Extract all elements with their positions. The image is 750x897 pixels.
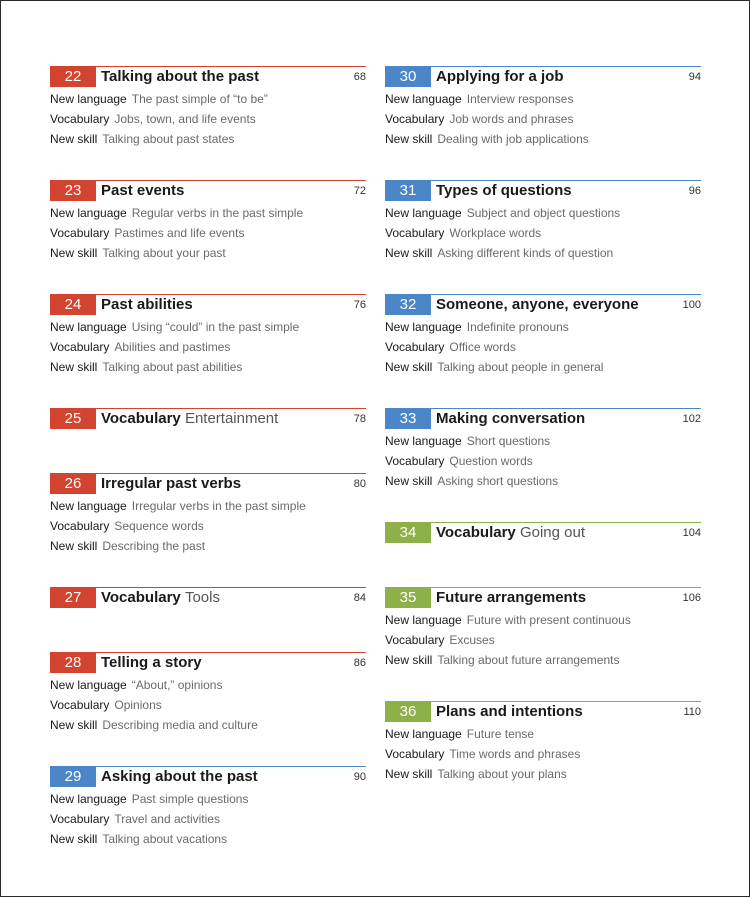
row-label: New skill	[385, 653, 433, 667]
new-language-row	[385, 89, 701, 109]
unit-title: Making conversation	[436, 410, 586, 427]
unit-subtitle: Entertainment	[184, 410, 279, 427]
entry-header	[50, 180, 366, 203]
row-label: New skill	[50, 718, 98, 732]
row-value: Short questions	[466, 434, 551, 448]
row-value: Past simple questions	[131, 792, 249, 806]
vocabulary-row	[50, 109, 366, 129]
page-number: 110	[683, 706, 701, 718]
unit-number: 26	[50, 474, 96, 494]
vocabulary-row	[50, 516, 366, 536]
entry-header	[385, 522, 701, 545]
page-number: 76	[353, 299, 366, 311]
vocabulary-row	[50, 809, 366, 829]
toc-entry[interactable]	[385, 408, 701, 491]
unit-number: 22	[50, 67, 96, 87]
unit-number: 35	[385, 588, 431, 608]
page-number: 106	[682, 592, 701, 604]
entry-header	[385, 701, 701, 724]
row-label: New language	[385, 434, 462, 448]
row-value: Travel and activities	[114, 812, 220, 826]
row-label: New language	[385, 727, 462, 741]
row-value: Describing the past	[102, 539, 206, 553]
row-label: Vocabulary	[50, 519, 110, 533]
row-label: New language	[385, 92, 462, 106]
row-value: Future with present continuous	[466, 613, 631, 627]
row-value: Using “could” in the past simple	[131, 320, 300, 334]
entry-header	[385, 587, 701, 610]
row-label: New skill	[385, 360, 433, 374]
entry-header	[385, 408, 701, 431]
new-skill-row	[385, 129, 701, 149]
toc-entry[interactable]	[385, 701, 701, 784]
unit-subtitle: Going out	[519, 524, 585, 541]
entry-header	[385, 180, 701, 203]
row-value: Sequence words	[114, 519, 204, 533]
entry-header	[385, 66, 701, 89]
row-value: Workplace words	[449, 226, 542, 240]
toc-entry[interactable]	[50, 180, 366, 263]
page-number: 80	[353, 478, 366, 490]
new-skill-row	[385, 471, 701, 491]
unit-number: 29	[50, 767, 96, 787]
toc-entry[interactable]	[385, 587, 701, 670]
toc-entry[interactable]	[50, 408, 366, 431]
new-skill-row	[50, 243, 366, 263]
vocabulary-row	[385, 630, 701, 650]
row-value: The past simple of “to be”	[131, 92, 268, 106]
row-value: Time words and phrases	[449, 747, 581, 761]
row-label: New language	[50, 206, 127, 220]
unit-number: 36	[385, 702, 431, 722]
row-label: Vocabulary	[385, 454, 445, 468]
unit-title: Future arrangements	[436, 589, 587, 606]
row-label: Vocabulary	[385, 226, 445, 240]
toc-entry[interactable]	[50, 652, 366, 735]
unit-number: 32	[385, 295, 431, 315]
page-number: 96	[688, 185, 701, 197]
new-language-row	[50, 789, 366, 809]
toc-entry[interactable]	[50, 587, 366, 610]
unit-title: Talking about the past	[101, 68, 260, 85]
unit-number: 33	[385, 409, 431, 429]
vocabulary-row	[50, 223, 366, 243]
row-label: Vocabulary	[50, 340, 110, 354]
page-number: 86	[353, 657, 366, 669]
row-value: Talking about people in general	[437, 360, 604, 374]
page-number: 72	[353, 185, 366, 197]
row-label: New skill	[50, 360, 98, 374]
new-skill-row	[50, 536, 366, 556]
unit-number: 34	[385, 523, 431, 543]
unit-title: Asking about the past	[101, 768, 258, 785]
entry-header	[50, 473, 366, 496]
row-label: New language	[385, 613, 462, 627]
toc-entry[interactable]	[385, 180, 701, 263]
row-label: New skill	[50, 539, 98, 553]
page-number: 68	[353, 71, 366, 83]
unit-title-main: Vocabulary	[101, 589, 181, 606]
unit-number: 30	[385, 67, 431, 87]
unit-subtitle: Tools	[184, 589, 220, 606]
new-skill-row	[50, 129, 366, 149]
row-value: Regular verbs in the past simple	[131, 206, 304, 220]
row-value: Talking about past abilities	[102, 360, 243, 374]
row-value: Excuses	[449, 633, 495, 647]
row-value: Interview responses	[466, 92, 574, 106]
new-language-row	[50, 317, 366, 337]
row-label: Vocabulary	[385, 633, 445, 647]
unit-title	[436, 523, 585, 543]
unit-title: Telling a story	[101, 654, 202, 671]
entry-header	[50, 587, 366, 610]
new-skill-row	[50, 715, 366, 735]
new-language-row	[50, 89, 366, 109]
row-label: New language	[50, 678, 127, 692]
entry-header	[50, 652, 366, 675]
toc-entry[interactable]	[50, 294, 366, 377]
row-value: Question words	[449, 454, 533, 468]
page-number: 84	[353, 592, 366, 604]
row-label: Vocabulary	[385, 112, 445, 126]
row-label: New skill	[50, 832, 98, 846]
entry-header	[50, 66, 366, 89]
row-value: Irregular verbs in the past simple	[131, 499, 306, 513]
unit-title-main: Vocabulary	[101, 410, 181, 427]
row-value: Talking about future arrangements	[437, 653, 620, 667]
row-label: New language	[385, 206, 462, 220]
page-number: 94	[688, 71, 701, 83]
toc-entry[interactable]	[385, 522, 701, 545]
row-label: Vocabulary	[50, 698, 110, 712]
new-skill-row	[385, 357, 701, 377]
unit-title	[101, 588, 220, 608]
page-number: 102	[682, 413, 701, 425]
row-value: Indefinite pronouns	[466, 320, 569, 334]
vocabulary-row	[385, 223, 701, 243]
row-value: Talking about your plans	[437, 767, 567, 781]
unit-number: 28	[50, 653, 96, 673]
vocabulary-row	[50, 337, 366, 357]
row-label: New language	[50, 320, 127, 334]
row-value: Opinions	[114, 698, 162, 712]
new-skill-row	[385, 650, 701, 670]
row-label: Vocabulary	[385, 747, 445, 761]
unit-title-main: Vocabulary	[436, 524, 516, 541]
vocabulary-row	[385, 109, 701, 129]
row-label: New skill	[50, 132, 98, 146]
row-value: Asking short questions	[437, 474, 559, 488]
page-number: 90	[353, 771, 366, 783]
unit-number: 31	[385, 181, 431, 201]
row-value: Abilities and pastimes	[114, 340, 231, 354]
entry-header	[50, 294, 366, 317]
unit-title: Past abilities	[101, 296, 193, 313]
unit-number: 25	[50, 409, 96, 429]
row-value: Talking about past states	[102, 132, 235, 146]
row-value: Office words	[449, 340, 516, 354]
page-number: 100	[682, 299, 701, 311]
new-language-row	[385, 724, 701, 744]
new-language-row	[385, 610, 701, 630]
new-language-row	[385, 317, 701, 337]
unit-title	[101, 409, 278, 429]
row-label: New skill	[385, 132, 433, 146]
vocabulary-row	[385, 744, 701, 764]
unit-title: Plans and intentions	[436, 703, 583, 720]
row-label: New skill	[385, 767, 433, 781]
unit-number: 23	[50, 181, 96, 201]
unit-number: 24	[50, 295, 96, 315]
row-value: Talking about vacations	[102, 832, 228, 846]
vocabulary-row	[385, 451, 701, 471]
vocabulary-row	[50, 695, 366, 715]
page-number: 78	[353, 413, 366, 425]
toc-entry[interactable]	[50, 473, 366, 556]
row-label: New language	[50, 499, 127, 513]
vocabulary-row	[385, 337, 701, 357]
row-value: Jobs, town, and life events	[114, 112, 256, 126]
unit-title: Types of questions	[436, 182, 572, 199]
new-language-row	[50, 675, 366, 695]
row-value: Asking different kinds of question	[437, 246, 614, 260]
new-skill-row	[50, 357, 366, 377]
row-value: Pastimes and life events	[114, 226, 245, 240]
page-number: 104	[682, 527, 701, 539]
unit-title: Applying for a job	[436, 68, 564, 85]
unit-title: Irregular past verbs	[101, 475, 242, 492]
new-language-row	[50, 203, 366, 223]
row-label: Vocabulary	[50, 226, 110, 240]
unit-title: Someone, anyone, everyone	[436, 296, 639, 313]
row-value: Future tense	[466, 727, 535, 741]
toc-entry[interactable]	[50, 766, 366, 849]
toc-entry[interactable]	[385, 66, 701, 149]
new-skill-row	[50, 829, 366, 849]
row-value: Talking about your past	[102, 246, 226, 260]
row-value: Job words and phrases	[449, 112, 574, 126]
entry-header	[50, 766, 366, 789]
row-value: Subject and object questions	[466, 206, 621, 220]
row-label: New skill	[385, 246, 433, 260]
new-language-row	[385, 431, 701, 451]
entry-header	[385, 294, 701, 317]
row-value: Describing media and culture	[102, 718, 258, 732]
row-value: “About,” opinions	[131, 678, 223, 692]
row-label: Vocabulary	[50, 112, 110, 126]
new-language-row	[385, 203, 701, 223]
row-label: New skill	[385, 474, 433, 488]
new-skill-row	[385, 764, 701, 784]
row-label: New language	[385, 320, 462, 334]
entry-header	[50, 408, 366, 431]
unit-title: Past events	[101, 182, 185, 199]
toc-entry[interactable]	[385, 294, 701, 377]
unit-number: 27	[50, 588, 96, 608]
new-skill-row	[385, 243, 701, 263]
row-label: Vocabulary	[385, 340, 445, 354]
row-value: Dealing with job applications	[437, 132, 589, 146]
row-label: Vocabulary	[50, 812, 110, 826]
row-label: New language	[50, 792, 127, 806]
toc-entry[interactable]	[50, 66, 366, 149]
row-label: New language	[50, 92, 127, 106]
row-label: New skill	[50, 246, 98, 260]
new-language-row	[50, 496, 366, 516]
